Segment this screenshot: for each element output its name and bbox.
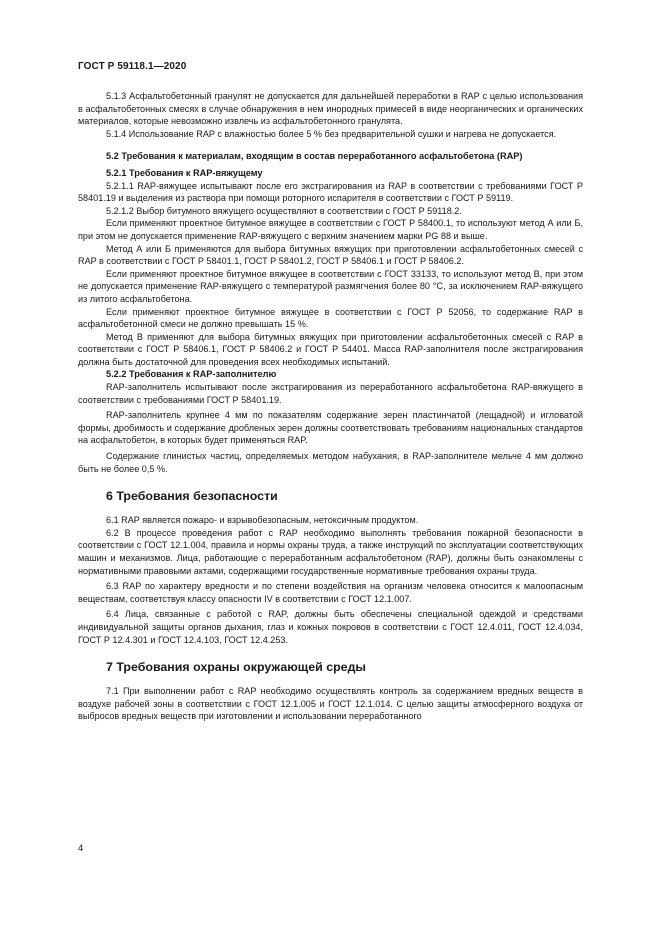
paragraph: Если применяют проектное битумное вяжущее в соответствии с ГОСТ Р 58400.1, то используют метод А или Б, при этом не допускается применение RAP-вяжущего с верхним значением марки PG 88 и выше. <box>78 218 583 241</box>
paragraph: RAP-заполнитель испытывают после экстрагирования из переработанного асфальтобетона RAP-вяжущего в соответствии с требованиями ГОСТ Р 58401.19. <box>78 382 583 405</box>
paragraph: 5.2.1.1 RAP-вяжущее испытывают после его экстрагирования из RAP в соответствии с требованиями ГОСТ Р 58401.19 и выделения из раствора при помощи роторного испарителя в соответствии с ГОСТ Р 59119. <box>78 180 583 204</box>
section-heading: 6 Требования безопасности <box>106 489 278 504</box>
paragraph: 6.2 В процессе проведения работ с RAP необходимо выполнять требования пожарной безопасности в соответствии с ГОСТ 12.1.004, правила и нормы охраны труда, а также инструкций по эксплуатации соответствующих машин и механизмов. Лица, работающие с переработанным асфальтобетоном (RAP), должны быть ознакомлены с нормативными правовыми актами, содержащими государственные нормативные требования охраны труда. <box>78 527 583 576</box>
subsection-heading: 5.2.2 Требования к RAP-заполнителю <box>106 369 277 380</box>
paragraph: 6.3 RAP по характеру вредности и по степени воздействия на организм человека относится к малоопасным веществам, соответствуя классу опасности IV в соответствии с ГОСТ 12.1.007. <box>78 581 583 604</box>
paragraph: 5.1.4 Использование RAP с влажностью более 5 % без предварительной сушки и нагрева не допускается. <box>106 128 557 139</box>
paragraph: 6.1 RAP является пожаро- и взрывобезопасным, нетоксичным продуктом. <box>106 515 419 526</box>
paragraph: Метод А или Б применяются для выбора битумных вяжущих при приготовлении асфальтобетонных смесей с RAP в соответствии с ГОСТ Р 58401.1, ГОСТ Р 58401.2, ГОСТ Р 58406.1 и ГОСТ Р 58406.2. <box>78 243 583 267</box>
paragraph: Метод В применяют для выбора битумных вяжущих при приготовлении асфальтобетонных смесей с RAP в соответствии с ГОСТ Р 58406.1, ГОСТ Р 58406.2 и ГОСТ Р 54401. Масса RAP-заполнителя после экстрагирования должна быть достаточной для проведения всех необходимых испытаний. <box>78 331 583 367</box>
paragraph: 7.1 При выполнении работ с RAP необходимо осуществлять контроль за содержанием вредных веществ в воздухе рабочей зоны в соответствии с ГОСТ 12.1.005 и ГОСТ 12.1.014. С целью защиты атмосферного воздуха от выбросов вредных веществ при изготовлении и использовании переработанного <box>78 686 583 722</box>
paragraph: 5.2.1.2 Выбор битумного вяжущего осуществляют в соответствии с ГОСТ Р 59118.2. <box>106 205 462 216</box>
paragraph: Содержание глинистых частиц, определяемых методом набухания, в RAP-заполнителе мельче 4 мм должно быть не более 0,5 %. <box>78 451 583 474</box>
paragraph: RAP-заполнитель крупнее 4 мм по показателям содержание зерен пластинчатой (лещадной) и игловатой формы, дробимость и содержание дробленых зерен должны соответствовать требованиям национальных стандартов на асфальтобетон, в которых будет применяться RAP. <box>78 410 583 446</box>
paragraph: Если применяют проектное битумное вяжущее в соответствии с ГОСТ 33133, то используют метод В, при этом не допускается применение RAP-вяжущего с температурой размягчения более 80 °С, за исключением RAP-вяжущего из литого асфальтобетона. <box>78 268 583 304</box>
paragraph: Если применяют проектное битумное вяжущее в соответствии с ГОСТ Р 52056, то содержание RAP в асфальтобетонной смеси не должно превышать 15 %. <box>78 306 583 330</box>
subsection-heading: 5.2.1 Требования к RAP-вяжущему <box>106 167 263 178</box>
document-header: ГОСТ Р 59118.1—2020 <box>78 61 187 72</box>
subsection-heading: 5.2 Требования к материалам, входящим в состав переработанного асфальтобетона (RAP) <box>106 151 523 162</box>
paragraph: 6.4 Лица, связанные с работой с RAP, должны быть обеспечены специальной одеждой и средствами индивидуальной защиты органов дыхания, глаз и кожных покровов в соответствии с ГОСТ 12.4.011, ГОСТ 12.4.034, ГОСТ Р 12.4.301 и ГОСТ 12.4.103, ГОСТ 12.4.253. <box>78 609 583 645</box>
section-heading: 7 Требования охраны окружающей среды <box>106 660 367 675</box>
document-body <box>78 90 583 723</box>
page-number: 4 <box>78 843 84 854</box>
paragraph: 5.1.3 Асфальтобетонный гранулят не допускается для дальнейшей переработки в RAP с целью использования в асфальтобетонных смесях в случае обнаружения в нем инородных примесей в виде неорганических и органических материалов, которые невозможно извлечь из асфальтобетонного гранулята. <box>78 91 583 127</box>
